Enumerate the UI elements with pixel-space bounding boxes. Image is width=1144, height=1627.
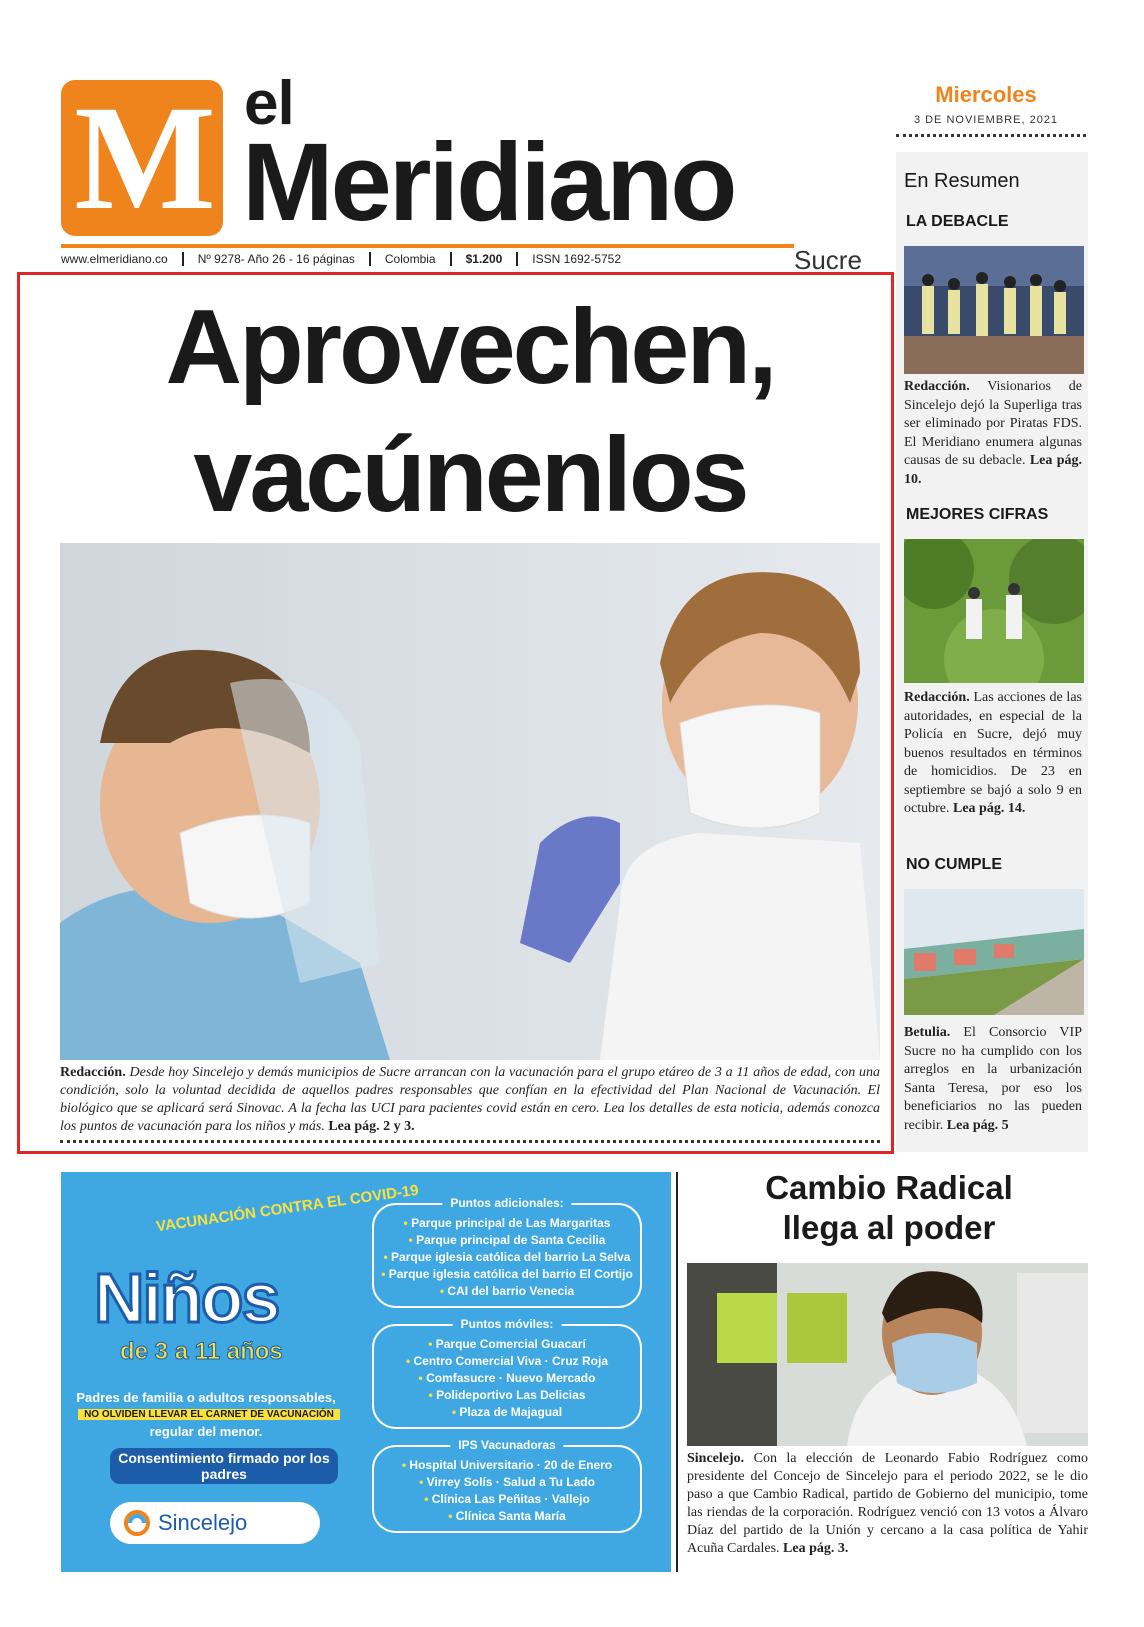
ad-box-ips: IPS Vacunadoras • Hospital Universitario · 20 de Enero • Virrey Solís · Salud a Tu Lado • Clínica Las Peñitas · Vallejo • Clínica Santa María (372, 1445, 642, 1533)
sidebar-title: En Resumen (904, 170, 1020, 192)
column-divider (676, 1172, 678, 1572)
second-caption: Sincelejo. Con la elección de Leonardo Fabio Rodríguez como presidente del Concejo de Sincelejo para el periodo 2022, se le dio paso a que Cambio Radical, partido de Gobierno del municipio, tome las riendas de la corporación. Rodríguez venció con 13 votos a Álvaro Díaz del partido de la Unión y cercano a la casa política de Yahir Acuña Cardales. Lea pág. 3. (687, 1451, 1088, 1556)
ad-age: de 3 a 11 años (120, 1338, 283, 1365)
masthead-meta (61, 252, 781, 266)
sidebar-photo-houses[interactable] (904, 889, 1084, 1015)
sidebar-photo-field[interactable] (904, 539, 1084, 683)
second-headline[interactable]: Cambio Radical llega al poder (765, 1169, 1013, 1246)
sidebar-heading: MEJORES CIFRAS (906, 506, 1049, 523)
country: Colombia (371, 252, 452, 266)
logo-letter: M (74, 75, 210, 241)
site-url[interactable]: www.elmeridiano.co (61, 252, 184, 266)
ad-ninos: Niños (94, 1259, 279, 1337)
ad-consent: Consentimiento firmado por los padres (110, 1448, 338, 1484)
logo-name: Meridiano (242, 121, 735, 244)
sidebar-text: Redacción. Visionarios de Sincelejo dejó la Superliga tras ser eliminado por Piratas FDS. El Meridiano enumera algunas causas de su debacle. Lea pág. 10. (904, 379, 1082, 487)
sidebar-heading: LA DEBACLE (906, 213, 1009, 230)
logo-el: el (244, 69, 294, 138)
main-caption: Redacción. Desde hoy Sincelejo y demás municipios de Sucre arrancan con la vacunación para el grupo etáreo de 3 a 11 años de edad, con una condición, solo la voluntad decidida de aquellos padres responsables que confían en la efectividad del Plan Nacional de Vacunación. El biológico que se aplicará será Sinovac. A la fecha las UCI para pacientes covid están en cero. Lea los detalles de esta noticia, además conozca los puntos de vacunación para los niños y más. Lea pág. 2 y 3. (60, 1065, 880, 1134)
price: $1.200 (452, 252, 519, 266)
field-photo-icon (904, 539, 1084, 683)
ad-regular: regular del menor. (149, 1424, 263, 1439)
date-full: 3 DE NOVIEMBRE, 2021 (913, 114, 1059, 126)
second-photo[interactable] (687, 1263, 1088, 1446)
date-divider (896, 134, 1086, 137)
vaccination-photo-icon (60, 543, 880, 1060)
ad-box-additional: Puntos adicionales: • Parque principal de Las Margaritas • Parque principal de Santa Cecilia • Parque iglesia católica del barrio La Selva • Parque iglesia católica del barrio El Cortijo • CAI del barrio Venecia (372, 1203, 642, 1308)
sidebar-text: Redacción. Las acciones de las autoridades, en especial de la Policía en Sucre, dejó muy buenos resultados en términos de homicidios. De 23 en septiembre se bajó a solo 9 en octubre. Lea pág. 14. (904, 690, 1082, 816)
caption-divider (60, 1140, 880, 1143)
ad-brand: Sincelejo (158, 1510, 248, 1535)
ad-box-mobile: Puntos móviles: • Parque Comercial Guacarí • Centro Comercial Viva · Cruz Roja • Comfasucre · Nuevo Mercado • Polideportivo Las Delicias • Plaza de Majagual (372, 1324, 642, 1429)
sidebar-photo-soccer[interactable] (904, 246, 1084, 374)
ad-brand-pill (110, 1502, 320, 1544)
edition-label: Sucre (794, 245, 862, 275)
issn: ISSN 1692-5752 (532, 252, 622, 266)
ad-parents: Padres de familia o adultos responsables, (76, 1390, 336, 1405)
main-headline[interactable]: Aprovechen, vacúnenlos (165, 288, 775, 534)
ad-warning: NO OLVIDEN LLEVAR EL CARNET DE VACUNACIÓN (78, 1409, 340, 1420)
sidebar-text: Betulia. El Consorcio VIP Sucre no ha cumplido con los arreglos en la urbanización Santa Teresa, por eso los beneficiarios no las pueden recibir. Lea pág. 5 (904, 1025, 1082, 1133)
date-day: Miercoles (935, 82, 1037, 107)
main-photo[interactable] (60, 543, 880, 1060)
ad-arc-text: VACUNACIÓN CONTRA EL COVID-19 (155, 1181, 420, 1236)
issue-info: Nº 9278- Año 26 - 16 páginas (184, 252, 371, 266)
sincelejo-logo-icon (124, 1510, 150, 1536)
sidebar-heading: NO CUMPLE (906, 856, 1002, 873)
soccer-photo-icon (904, 246, 1084, 374)
masthead-rule (61, 244, 794, 248)
politician-photo-icon (687, 1263, 1088, 1446)
houses-photo-icon (904, 889, 1084, 1015)
